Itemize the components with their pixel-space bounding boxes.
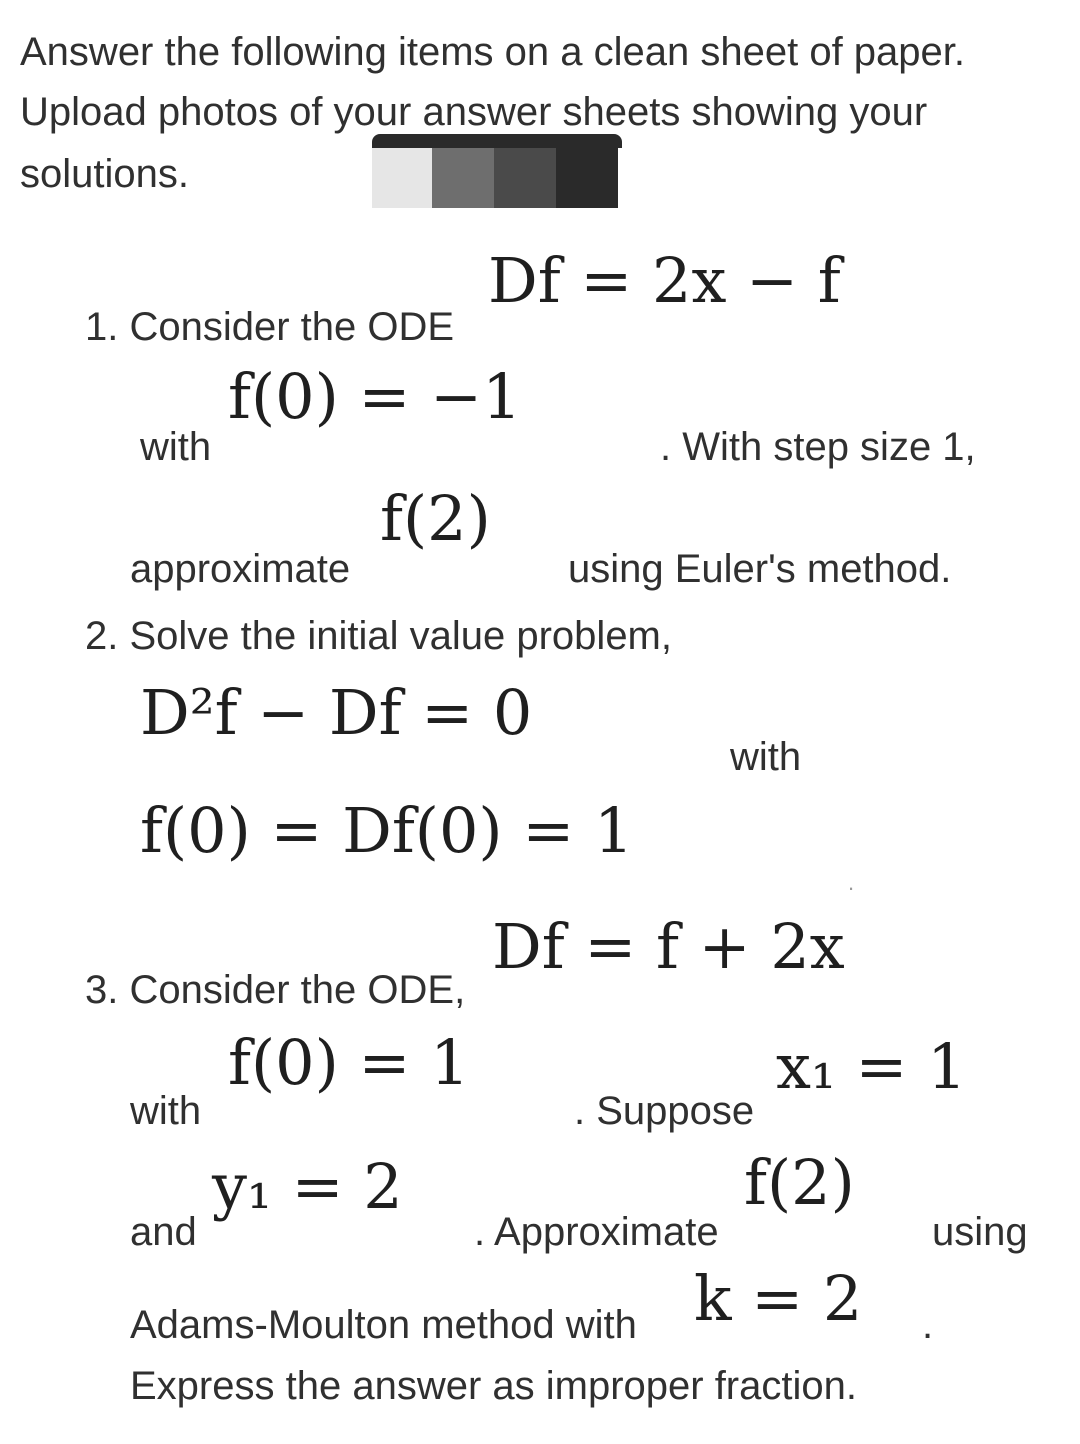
- q3-x1-math: x₁ = 1: [776, 1030, 967, 1103]
- q3-k-math: k = 2: [694, 1262, 863, 1335]
- q2-with: with: [730, 735, 802, 779]
- instructions-line-3: solutions.: [20, 152, 189, 196]
- q2-ode-math: D²f − Df = 0: [140, 676, 533, 749]
- q1-approximate: approximate: [130, 547, 351, 591]
- q3-k-dot: .: [922, 1303, 934, 1347]
- q2-trailing-dot: .: [848, 870, 855, 895]
- q1-lead: 1. Consider the ODE: [85, 305, 455, 349]
- instructions-line-1: Answer the following items on a clean sheet of paper.: [20, 30, 965, 74]
- q3-and: and: [130, 1210, 197, 1254]
- instructions-line-2: Upload photos of your answer sheets showing your: [20, 90, 928, 134]
- q3-lead: 3. Consider the ODE,: [85, 968, 466, 1012]
- q1-method-text: using Euler's method.: [568, 547, 952, 591]
- q3-initial-condition-math: f(0) = 1: [228, 1026, 470, 1099]
- q3-final-instruction: Express the answer as improper fraction.: [130, 1364, 857, 1408]
- q1-target-math: f(2): [380, 482, 491, 555]
- q3-with: with: [130, 1089, 202, 1133]
- q3-suppose: . Suppose: [574, 1089, 755, 1133]
- q2-lead: 2. Solve the initial value problem,: [85, 614, 672, 658]
- q2-initial-condition-math: f(0) = Df(0) = 1: [140, 794, 634, 867]
- q1-step-size-text: . With step size 1,: [660, 425, 976, 469]
- q3-using: using: [932, 1210, 1028, 1254]
- q1-ode-math: Df = 2x − f: [488, 244, 841, 317]
- q3-approximate: . Approximate: [474, 1210, 719, 1254]
- q1-initial-condition-math: f(0) = −1: [228, 360, 522, 433]
- q1-with: with: [140, 425, 212, 469]
- q3-method-text: Adams-Moulton method with: [130, 1303, 637, 1347]
- q3-y1-math: y₁ = 2: [212, 1150, 403, 1223]
- q3-target-math: f(2): [744, 1146, 855, 1219]
- q3-ode-math: Df = f + 2x: [492, 910, 845, 983]
